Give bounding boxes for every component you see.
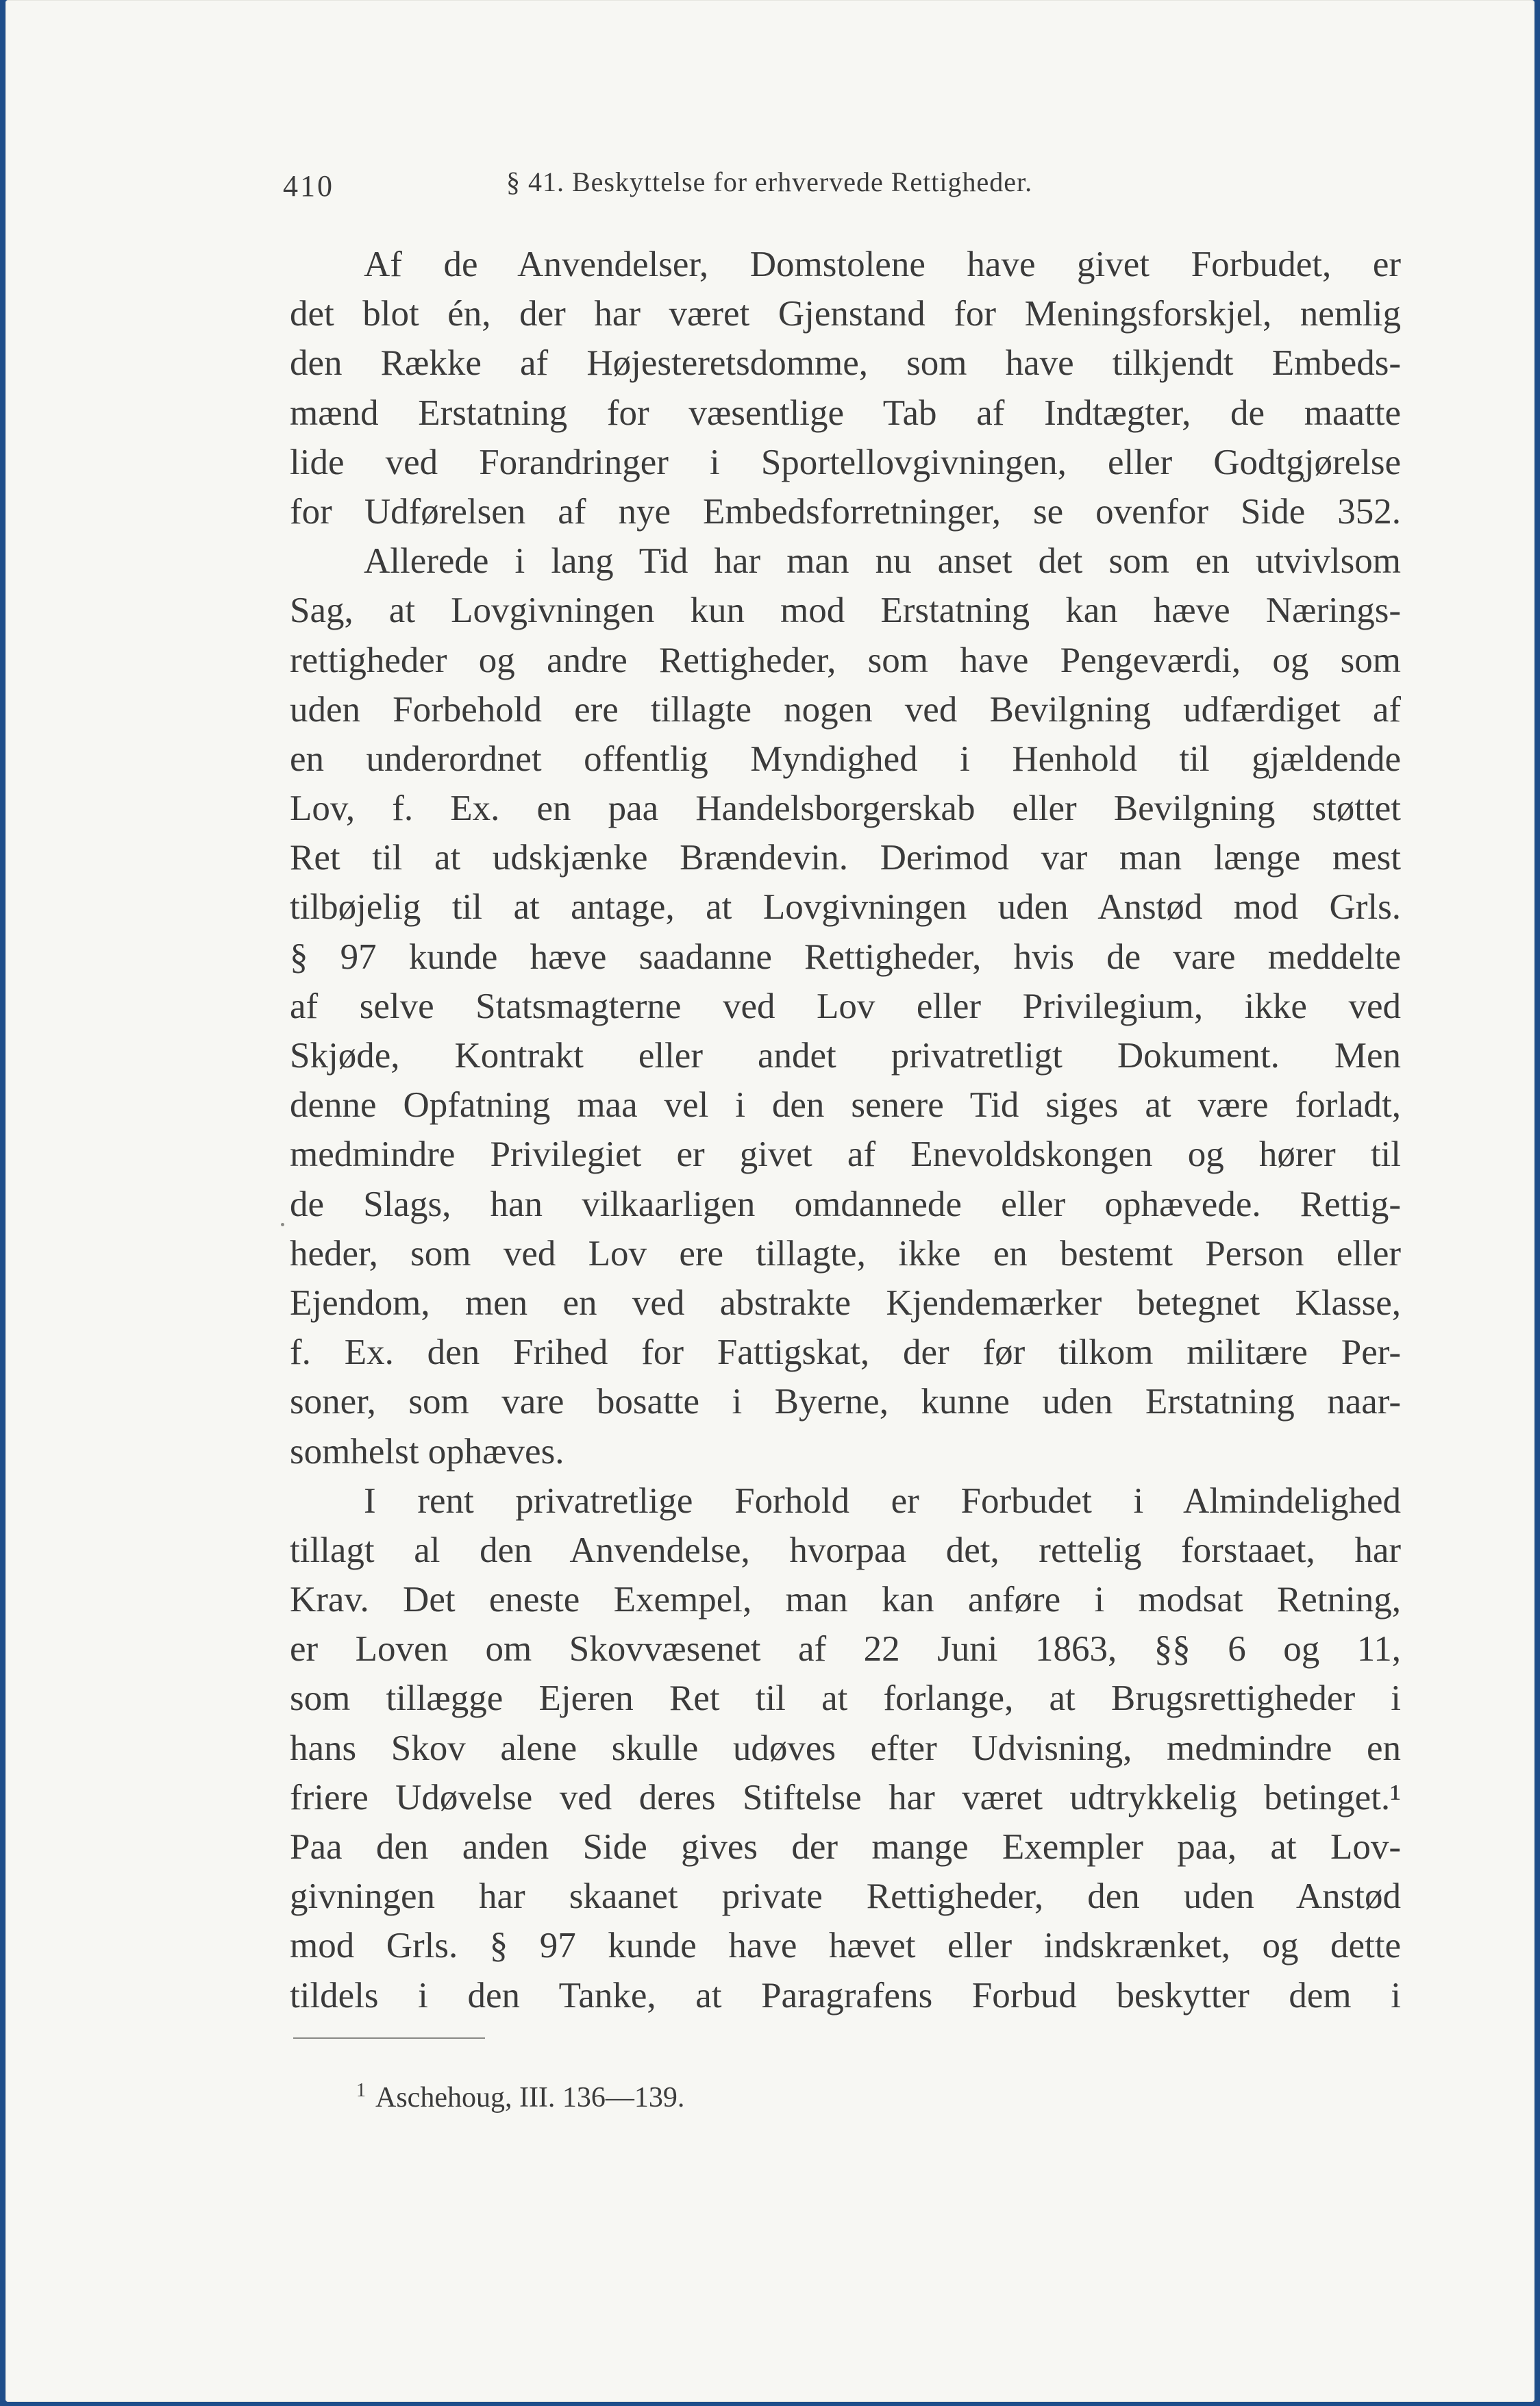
- text-line: Sag, at Lovgivningen kun mod Erstatning kan hæve Nærings-: [290, 591, 1401, 631]
- text-line: somhelst ophæves.: [290, 1431, 564, 1472]
- text-line: som tillægge Ejeren Ret til at forlange, at Brugsrettigheder i: [290, 1678, 1401, 1719]
- ink-speck: [281, 1223, 284, 1226]
- text-line: § 97 kunde hæve saadanne Rettigheder, hvis de vare meddelte: [290, 937, 1401, 977]
- text-line: uden Forbehold ere tillagte nogen ved Bevilgning udfærdiget af: [290, 689, 1401, 730]
- text-line: friere Udøvelse ved deres Stiftelse har været udtrykkelig betinget.¹: [290, 1777, 1401, 1818]
- text-line: er Loven om Skovvæsenet af 22 Juni 1863, §§ 6 og 11,: [290, 1629, 1401, 1670]
- text-line: Krav. Det eneste Exempel, man kan anføre i modsat Retning,: [290, 1580, 1401, 1620]
- text-line: den Række af Højesteretsdomme, som have tilkjendt Embeds-: [290, 343, 1401, 384]
- text-line: heder, som ved Lov ere tillagte, ikke en bestemt Person eller: [290, 1233, 1401, 1274]
- text-line: tillagt al den Anvendelse, hvorpaa det, rettelig forstaaet, har: [290, 1530, 1401, 1570]
- text-line: mod Grls. § 97 kunde have hævet eller indskrænket, og dette: [290, 1926, 1401, 1966]
- text-line: det blot én, der har været Gjenstand for Meningsforskjel, nemlig: [290, 294, 1401, 334]
- footnote-text: Aschehoug, III. 136—139.: [375, 2082, 685, 2113]
- text-line: rettigheder og andre Rettigheder, som have Pengeværdi, og som: [290, 640, 1401, 680]
- text-line: givningen har skaanet private Rettigheder, den uden Anstød: [290, 1876, 1401, 1917]
- text-line: f. Ex. den Frihed for Fattigskat, der før tilkom militære Per-: [290, 1332, 1401, 1373]
- text-line: af selve Statsmagterne ved Lov eller Privilegium, ikke ved: [290, 986, 1401, 1026]
- text-line: en underordnet offentlig Myndighed i Henhold til gjældende: [290, 739, 1401, 779]
- text-line: de Slags, han vilkaarligen omdannede eller ophævede. Rettig-: [290, 1184, 1401, 1224]
- text-line: Paa den anden Side gives der mange Exempler paa, at Lov-: [290, 1827, 1401, 1867]
- text-line: Lov, f. Ex. en paa Handelsborgerskab eller Bevilgning støttet: [290, 789, 1401, 829]
- text-line: Skjøde, Kontrakt eller andet privatretligt Dokument. Men: [290, 1036, 1401, 1076]
- text-line: tildels i den Tanke, at Paragrafens Forbud beskytter dem i: [290, 1975, 1401, 2016]
- text-line: denne Opfatning maa vel i den senere Tid siges at være forladt,: [290, 1085, 1401, 1126]
- text-line: Af de Anvendelser, Domstolene have givet Forbudet, er: [364, 245, 1401, 284]
- text-line: medmindre Privilegiet er givet af Enevoldskongen og hører til: [290, 1134, 1401, 1175]
- text-line: I rent privatretlige Forhold er Forbudet i Almindelighed: [364, 1480, 1401, 1521]
- footnote: [356, 2070, 684, 2118]
- text-line: hans Skov alene skulle udøves efter Udvisning, medmindre en: [290, 1728, 1401, 1768]
- text-line: soner, som vare bosatte i Byerne, kunne uden Erstatning naar-: [290, 1382, 1401, 1422]
- text-line: mænd Erstatning for væsentlige Tab af Indtægter, de maatte: [290, 393, 1401, 433]
- text-line: for Udførelsen af nye Embedsforretninger, se ovenfor Side 352.: [290, 491, 1401, 532]
- page-header: [283, 162, 1242, 210]
- text-line: tilbøjelig til at antage, at Lovgivningen uden Anstød mod Grls.: [290, 887, 1401, 928]
- page-number: 410: [283, 169, 334, 203]
- text-line: Ret til at udskjænke Brændevin. Derimod var man længe mest: [290, 838, 1401, 878]
- footnote-rule: [293, 2037, 485, 2039]
- running-head: § 41. Beskyttelse for erhvervede Rettigheder.: [506, 166, 1033, 197]
- text-line: lide ved Forandringer i Sportellovgivningen, eller Godtgjørelse: [290, 442, 1401, 482]
- body-text: [290, 240, 1401, 2020]
- book-page: [5, 0, 1535, 2402]
- footnote-marker: 1: [356, 2080, 366, 2101]
- text-line: Ejendom, men en ved abstrakte Kjendemærker betegnet Klasse,: [290, 1282, 1401, 1323]
- text-line: Allerede i lang Tid har man nu anset det som en utvivlsom: [364, 541, 1401, 582]
